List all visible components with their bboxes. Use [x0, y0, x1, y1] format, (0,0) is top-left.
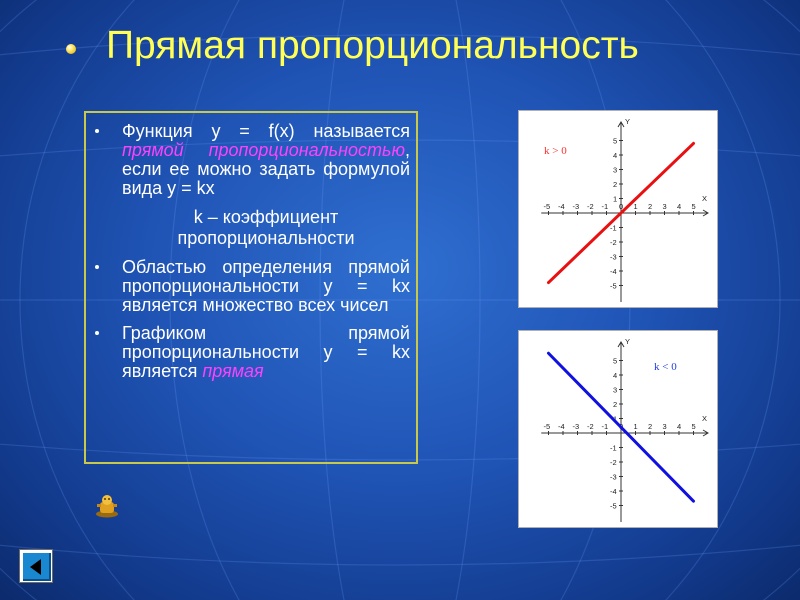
bullet-dot [95, 265, 99, 269]
y-tick-label: 4 [613, 151, 618, 160]
x-tick-label: -3 [572, 422, 580, 431]
y-tick-label: -1 [610, 443, 617, 453]
x-tick-label: 4 [677, 202, 682, 211]
k-sign-label: k < 0 [654, 361, 677, 373]
x-tick-label: 5 [691, 422, 696, 431]
chart-negative-k [519, 331, 717, 527]
y-axis-label: Y [625, 337, 631, 346]
x-tick-label: 1 [633, 422, 638, 431]
slide-title: Прямая пропорциональность [106, 24, 639, 67]
y-tick-label: 3 [613, 165, 618, 175]
y-tick-label: -4 [610, 267, 617, 276]
x-tick-label: -1 [601, 202, 609, 211]
x-tick-label: 2 [648, 422, 653, 431]
sun-bullet-icon [66, 44, 76, 54]
y-tick-label: 5 [613, 356, 618, 366]
graph-positive-k [518, 110, 718, 308]
paragraph-definition [122, 122, 410, 198]
x-axis-label: X [702, 194, 708, 203]
y-tick-label: -3 [610, 252, 617, 262]
text-segment: , если ее можно задать формулой вида y = kx [122, 140, 410, 198]
x-tick-label: -1 [601, 422, 609, 431]
x-tick-label: 3 [662, 422, 667, 431]
y-tick-label: 4 [613, 371, 618, 380]
y-tick-label: -4 [610, 487, 617, 496]
x-tick-label: -2 [587, 202, 594, 211]
x-tick-label: -4 [558, 422, 565, 431]
y-tick-label: -2 [610, 458, 617, 467]
x-tick-label: -2 [587, 422, 594, 431]
chart-positive-k [519, 111, 717, 307]
highlight-term-direct-proportionality: прямой пропорциональностью [122, 140, 405, 160]
paragraph-domain [122, 258, 410, 315]
y-tick-label: 3 [613, 385, 618, 395]
x-tick-label: 4 [677, 422, 682, 431]
x-tick-label: 3 [662, 202, 667, 211]
x-tick-label: -4 [558, 202, 565, 211]
back-arrow-icon [27, 558, 45, 576]
bullet-dot [95, 129, 99, 133]
x-tick-label: 1 [633, 202, 638, 211]
definition-text-box [84, 111, 418, 464]
x-tick-label: -3 [572, 202, 580, 211]
y-tick-label: -3 [610, 472, 617, 482]
graph-negative-k [518, 330, 718, 528]
back-navigation-button[interactable] [19, 549, 53, 583]
golden-figure-icon [94, 493, 120, 519]
y-tick-label: 2 [613, 180, 618, 189]
x-tick-label: 2 [648, 202, 653, 211]
text-segment: Графиком прямой пропорциональности y = kx является [122, 323, 410, 381]
x-tick-label: -5 [543, 422, 551, 431]
y-axis-label: Y [625, 117, 631, 126]
y-tick-label: -2 [610, 238, 617, 247]
y-tick-label: 2 [613, 400, 618, 409]
text-segment: Областью определения прямой пропорциональности y = kx является множество всех чисел [122, 257, 410, 315]
x-tick-label: 5 [691, 202, 696, 211]
y-tick-label: 5 [613, 136, 618, 146]
k-sign-label: k > 0 [544, 145, 567, 157]
y-tick-label: -5 [610, 281, 617, 291]
x-tick-label: -5 [543, 202, 551, 211]
text-segment: Функция y = f(x) называется [122, 121, 410, 141]
y-tick-label: 1 [613, 414, 618, 424]
x-axis-label: X [702, 414, 708, 423]
x-tick-label: 0 [619, 202, 624, 211]
paragraph-graph [122, 324, 410, 381]
highlight-term-line: прямая [202, 361, 264, 381]
coefficient-note: k – коэффициент пропорциональности [177, 207, 355, 248]
y-tick-label: -1 [610, 223, 617, 233]
y-tick-label: -5 [610, 501, 617, 511]
bullet-dot [95, 331, 99, 335]
x-tick-label: 0 [619, 422, 624, 431]
y-tick-label: 1 [613, 194, 618, 204]
